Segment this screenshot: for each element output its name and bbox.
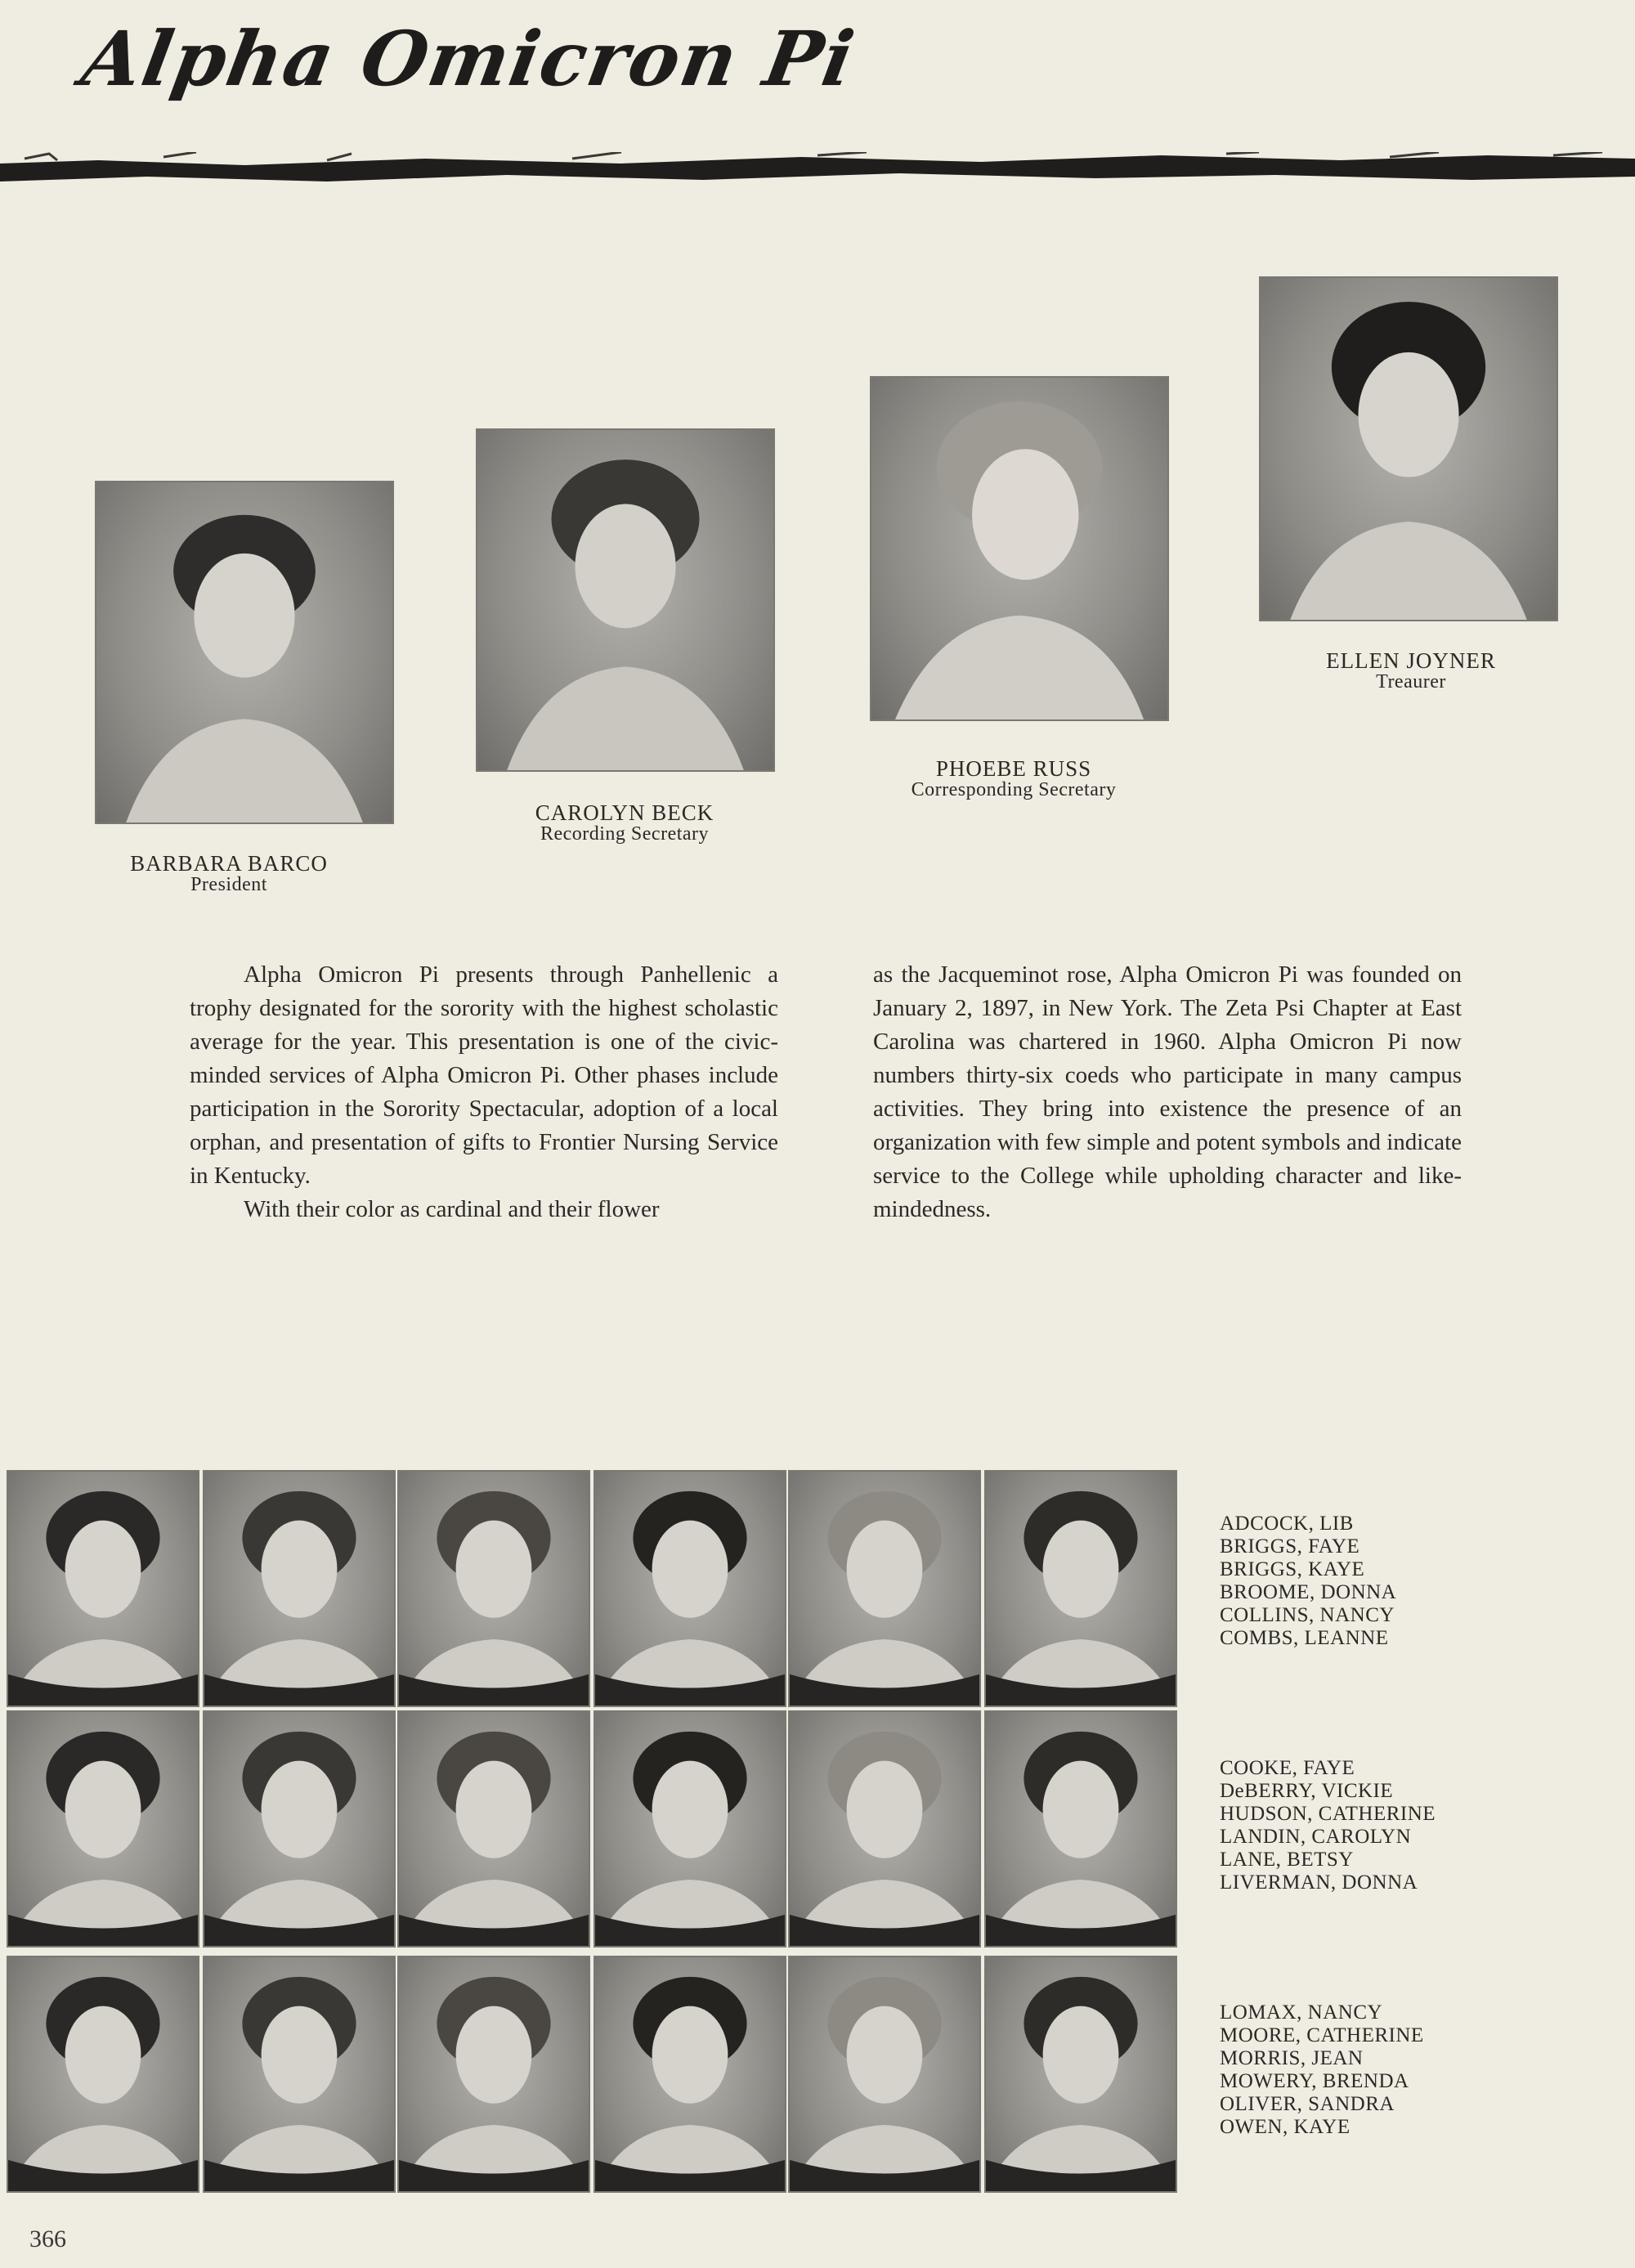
officer-name: CAROLYN BECK xyxy=(535,800,714,825)
member-name: MORRIS, JEAN xyxy=(1220,2047,1364,2069)
member-portrait xyxy=(788,1956,981,2193)
page-title: Alpha Omicron Pi xyxy=(75,15,862,103)
body-paragraph: as the Jacqueminot rose, Alpha Omicron Pi was founded on January 2, 1897, in New York. The Zeta Psi Chapter at East Carolina was chartered in 1960. Alpha Omicron Pi now numbers thirty-six coeds who participate in many campus activities. They bring into existence the presence of an organization with few simple and potent symbols and indicate service to the College while upholding character and like-mindedness. xyxy=(873,961,1462,1222)
officer-role: Treaurer xyxy=(1376,671,1446,693)
member-portrait xyxy=(203,1956,396,2193)
member-name: DeBERRY, VICKIE xyxy=(1220,1780,1394,1802)
member-portrait xyxy=(984,1470,1177,1707)
member-name: LANE, BETSY xyxy=(1220,1849,1354,1871)
member-portrait xyxy=(7,1710,199,1948)
member-portrait xyxy=(203,1470,396,1707)
member-name: COOKE, FAYE xyxy=(1220,1757,1355,1779)
member-name: BRIGGS, KAYE xyxy=(1220,1558,1365,1580)
officer-name: BARBARA BARCO xyxy=(130,851,328,876)
page-number: 366 xyxy=(29,2225,66,2252)
member-names-row-3 xyxy=(1220,2001,1563,2139)
member-name: BRIGGS, FAYE xyxy=(1220,1535,1360,1558)
body-column-left xyxy=(190,958,778,1226)
officer-caption-barco xyxy=(57,852,401,896)
member-portrait xyxy=(7,1956,199,2193)
member-names-row-2 xyxy=(1220,1757,1563,1894)
brush-stroke-divider xyxy=(0,152,1635,185)
member-portrait xyxy=(594,1710,786,1948)
member-name: COLLINS, NANCY xyxy=(1220,1604,1395,1626)
officer-caption-beck xyxy=(453,801,796,845)
member-portrait xyxy=(203,1710,396,1948)
member-name: MOORE, CATHERINE xyxy=(1220,2024,1424,2046)
member-name: LANDIN, CAROLYN xyxy=(1220,1826,1412,1848)
member-name: OWEN, KAYE xyxy=(1220,2116,1351,2138)
officer-photo-russ xyxy=(870,376,1169,721)
member-names-row-1 xyxy=(1220,1513,1563,1650)
officer-caption-russ xyxy=(842,757,1185,801)
member-portrait xyxy=(7,1470,199,1707)
member-portrait xyxy=(788,1470,981,1707)
member-name: MOWERY, BRENDA xyxy=(1220,2070,1409,2092)
member-name: BROOME, DONNA xyxy=(1220,1581,1397,1603)
officer-photo-beck xyxy=(476,428,775,772)
body-paragraph: With their color as cardinal and their flower xyxy=(244,1196,660,1222)
body-column-right xyxy=(873,958,1462,1226)
member-portrait xyxy=(594,1470,786,1707)
member-name: LIVERMAN, DONNA xyxy=(1220,1871,1418,1894)
officer-photo-joyner xyxy=(1259,276,1558,621)
officer-role: President xyxy=(190,874,267,896)
officer-role: Recording Secretary xyxy=(540,823,710,845)
member-portrait xyxy=(788,1710,981,1948)
member-name: ADCOCK, LIB xyxy=(1220,1513,1354,1535)
member-portrait xyxy=(594,1956,786,2193)
body-paragraph: Alpha Omicron Pi presents through Panhellenic a trophy designated for the sorority with the highest scholastic average for the year. This presentation is one of the civic-minded services of Alpha Omicron Pi. Other phases include participation in the Sorority Spectacular, adoption of a local orphan, and presentation of gifts to Frontier Nursing Service in Kentucky. xyxy=(190,961,778,1189)
member-portrait xyxy=(984,1710,1177,1948)
member-name: OLIVER, SANDRA xyxy=(1220,2093,1395,2115)
officer-caption-joyner xyxy=(1239,649,1583,693)
member-name: COMBS, LEANNE xyxy=(1220,1627,1389,1649)
officer-role: Corresponding Secretary xyxy=(911,779,1117,801)
member-portrait xyxy=(397,1470,590,1707)
officer-name: PHOEBE RUSS xyxy=(935,756,1092,781)
member-name: LOMAX, NANCY xyxy=(1220,2001,1383,2024)
officer-name: ELLEN JOYNER xyxy=(1326,648,1496,673)
officer-photo-barco xyxy=(95,481,394,824)
member-portrait xyxy=(397,1710,590,1948)
member-portrait xyxy=(984,1956,1177,2193)
member-portrait xyxy=(397,1956,590,2193)
member-name: HUDSON, CATHERINE xyxy=(1220,1803,1436,1825)
